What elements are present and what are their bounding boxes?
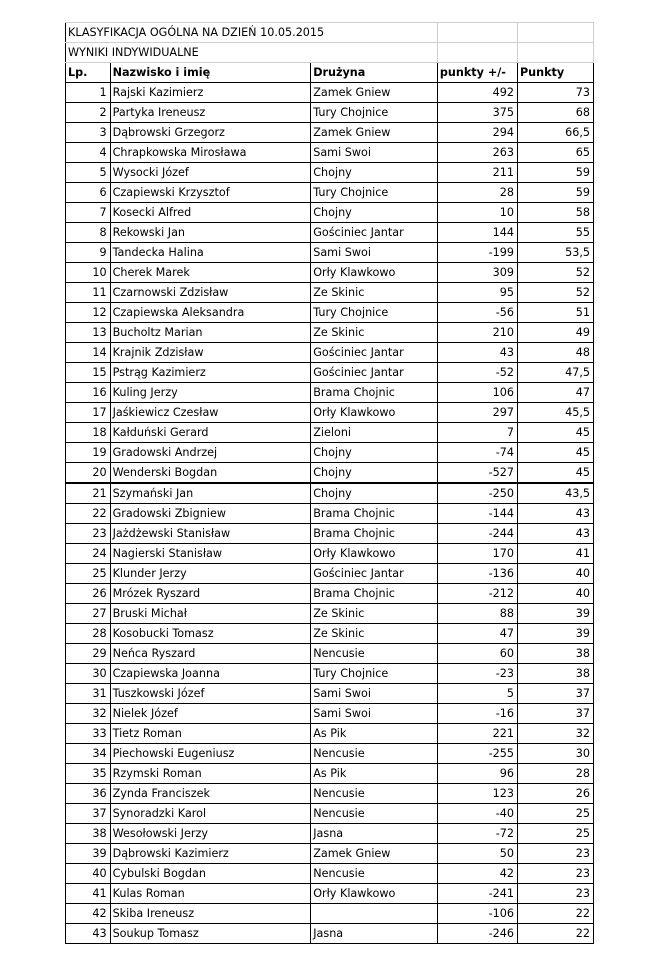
row-team: Jasna <box>311 824 438 844</box>
row-name: Rekowski Jan <box>110 223 311 243</box>
table-row <box>66 443 594 463</box>
row-name: Cherek Marek <box>110 263 311 283</box>
row-name: Rajski Kazimierz <box>110 83 311 103</box>
row-points-diff: -72 <box>437 824 517 844</box>
row-points-diff: -16 <box>437 704 517 724</box>
row-team: Brama Chojnic <box>311 584 438 604</box>
row-points: 25 <box>517 804 593 824</box>
row-lp: 34 <box>66 744 111 764</box>
row-name: Bruski Michał <box>110 604 311 624</box>
row-lp: 5 <box>66 163 111 183</box>
row-points-diff: 42 <box>437 864 517 884</box>
row-name: Wenderski Bogdan <box>110 463 311 484</box>
results-table <box>65 22 594 944</box>
row-name: Kulas Roman <box>110 884 311 904</box>
row-lp: 1 <box>66 83 111 103</box>
table-row <box>66 103 594 123</box>
row-name: Skiba Ireneusz <box>110 904 311 924</box>
row-team: Tury Chojnice <box>311 183 438 203</box>
row-lp: 14 <box>66 343 111 363</box>
row-points-diff: 263 <box>437 143 517 163</box>
row-points-diff: 170 <box>437 544 517 564</box>
row-team: As Pik <box>311 764 438 784</box>
row-points-diff: -144 <box>437 504 517 524</box>
row-team: Orły Klawkowo <box>311 263 438 283</box>
row-name: Piechowski Eugeniusz <box>110 744 311 764</box>
row-name: Partyka Ireneusz <box>110 103 311 123</box>
row-points-diff: 106 <box>437 383 517 403</box>
row-team: Chojny <box>311 463 438 484</box>
row-name: Czapiewski Krzysztof <box>110 183 311 203</box>
row-points-diff: 47 <box>437 624 517 644</box>
row-lp: 42 <box>66 904 111 924</box>
table-row <box>66 584 594 604</box>
row-points-diff: -255 <box>437 744 517 764</box>
table-row <box>66 323 594 343</box>
table-row <box>66 524 594 544</box>
table-row <box>66 183 594 203</box>
row-lp: 29 <box>66 644 111 664</box>
table-row <box>66 664 594 684</box>
table-row <box>66 684 594 704</box>
row-points: 66,5 <box>517 123 593 143</box>
row-points: 26 <box>517 784 593 804</box>
header-lp: Lp. <box>66 63 111 83</box>
row-points: 58 <box>517 203 593 223</box>
row-points-diff: 221 <box>437 724 517 744</box>
row-team: Sami Swoi <box>311 243 438 263</box>
row-points: 59 <box>517 163 593 183</box>
row-team: Ze Skinic <box>311 283 438 303</box>
row-lp: 40 <box>66 864 111 884</box>
row-team: Tury Chojnice <box>311 103 438 123</box>
row-lp: 17 <box>66 403 111 423</box>
row-points: 52 <box>517 283 593 303</box>
row-team: Gościniec Jantar <box>311 343 438 363</box>
table-row <box>66 363 594 383</box>
table-row <box>66 844 594 864</box>
row-lp: 6 <box>66 183 111 203</box>
row-lp: 9 <box>66 243 111 263</box>
row-points-diff: -244 <box>437 524 517 544</box>
row-points-diff: 10 <box>437 203 517 223</box>
row-name: Dąbrowski Kazimierz <box>110 844 311 864</box>
row-name: Synoradzki Karol <box>110 804 311 824</box>
row-points: 73 <box>517 83 593 103</box>
row-name: Mrózek Ryszard <box>110 584 311 604</box>
row-lp: 4 <box>66 143 111 163</box>
row-lp: 18 <box>66 423 111 443</box>
row-team: Nencusie <box>311 804 438 824</box>
row-points-diff: 7 <box>437 423 517 443</box>
row-points-diff: 96 <box>437 764 517 784</box>
row-lp: 38 <box>66 824 111 844</box>
row-name: Jażdżewski Stanisław <box>110 524 311 544</box>
row-team: Zieloni <box>311 423 438 443</box>
row-lp: 30 <box>66 664 111 684</box>
row-name: Rzymski Roman <box>110 764 311 784</box>
table-row <box>66 764 594 784</box>
row-points: 40 <box>517 564 593 584</box>
results-sheet <box>65 22 594 944</box>
row-points-diff: 123 <box>437 784 517 804</box>
header-name: Nazwisko i imię <box>110 63 311 83</box>
table-row <box>66 784 594 804</box>
table-row <box>66 804 594 824</box>
row-team: Tury Chojnice <box>311 664 438 684</box>
row-lp: 15 <box>66 363 111 383</box>
row-name: Gradowski Zbigniew <box>110 504 311 524</box>
row-team: Chojny <box>311 443 438 463</box>
row-lp: 21 <box>66 483 111 504</box>
row-points-diff: -212 <box>437 584 517 604</box>
row-points: 45 <box>517 463 593 484</box>
row-lp: 25 <box>66 564 111 584</box>
table-row <box>66 924 594 944</box>
row-team: Zamek Gniew <box>311 844 438 864</box>
row-name: Soukup Tomasz <box>110 924 311 944</box>
table-row <box>66 243 594 263</box>
row-points-diff: 50 <box>437 844 517 864</box>
row-lp: 32 <box>66 704 111 724</box>
table-row <box>66 383 594 403</box>
row-lp: 43 <box>66 924 111 944</box>
table-row <box>66 564 594 584</box>
row-name: Klunder Jerzy <box>110 564 311 584</box>
row-name: Tietz Roman <box>110 724 311 744</box>
row-points-diff: -23 <box>437 664 517 684</box>
row-name: Kosecki Alfred <box>110 203 311 223</box>
row-points: 43 <box>517 524 593 544</box>
row-name: Czarnowski Zdzisław <box>110 283 311 303</box>
table-row <box>66 904 594 924</box>
row-lp: 10 <box>66 263 111 283</box>
row-points-diff: 492 <box>437 83 517 103</box>
row-lp: 16 <box>66 383 111 403</box>
row-lp: 33 <box>66 724 111 744</box>
row-points: 55 <box>517 223 593 243</box>
row-team: Gościniec Jantar <box>311 564 438 584</box>
row-points-diff: -74 <box>437 443 517 463</box>
row-points: 45 <box>517 423 593 443</box>
table-row <box>66 624 594 644</box>
table-row <box>66 163 594 183</box>
row-team: Nencusie <box>311 784 438 804</box>
row-name: Kuling Jerzy <box>110 383 311 403</box>
row-name: Szymański Jan <box>110 483 311 504</box>
row-points: 43,5 <box>517 483 593 504</box>
row-points-diff: 144 <box>437 223 517 243</box>
row-name: Pstrąg Kazimierz <box>110 363 311 383</box>
row-name: Kałduński Gerard <box>110 423 311 443</box>
row-name: Gradowski Andrzej <box>110 443 311 463</box>
row-lp: 27 <box>66 604 111 624</box>
row-name: Kosobucki Tomasz <box>110 624 311 644</box>
row-team: Gościniec Jantar <box>311 223 438 243</box>
row-team: Sami Swoi <box>311 684 438 704</box>
row-lp: 26 <box>66 584 111 604</box>
row-points-diff: 210 <box>437 323 517 343</box>
header-team: Drużyna <box>311 63 438 83</box>
row-points: 22 <box>517 924 593 944</box>
row-points: 68 <box>517 103 593 123</box>
row-lp: 12 <box>66 303 111 323</box>
row-points-diff: -527 <box>437 463 517 484</box>
table-row <box>66 223 594 243</box>
row-points-diff: 297 <box>437 403 517 423</box>
row-lp: 19 <box>66 443 111 463</box>
row-team: Orły Klawkowo <box>311 544 438 564</box>
table-row <box>66 483 594 504</box>
row-team: Brama Chojnic <box>311 504 438 524</box>
row-points: 30 <box>517 744 593 764</box>
row-points-diff: 309 <box>437 263 517 283</box>
row-lp: 31 <box>66 684 111 704</box>
row-lp: 13 <box>66 323 111 343</box>
row-name: Cybulski Bogdan <box>110 864 311 884</box>
row-lp: 7 <box>66 203 111 223</box>
row-points-diff: -52 <box>437 363 517 383</box>
row-team: Brama Chojnic <box>311 524 438 544</box>
row-lp: 23 <box>66 524 111 544</box>
row-lp: 39 <box>66 844 111 864</box>
row-name: Czapiewska Joanna <box>110 664 311 684</box>
row-points-diff: 294 <box>437 123 517 143</box>
row-points: 52 <box>517 263 593 283</box>
table-row <box>66 604 594 624</box>
row-points-diff: -199 <box>437 243 517 263</box>
row-name: Dąbrowski Grzegorz <box>110 123 311 143</box>
row-lp: 20 <box>66 463 111 484</box>
row-team: Orły Klawkowo <box>311 403 438 423</box>
row-lp: 41 <box>66 884 111 904</box>
table-row <box>66 864 594 884</box>
row-points: 40 <box>517 584 593 604</box>
row-name: Bucholtz Marian <box>110 323 311 343</box>
row-name: Nielek Józef <box>110 704 311 724</box>
row-points-diff: -40 <box>437 804 517 824</box>
row-points-diff: -106 <box>437 904 517 924</box>
row-points: 43 <box>517 504 593 524</box>
row-lp: 24 <box>66 544 111 564</box>
row-name: Jaśkiewicz Czesław <box>110 403 311 423</box>
row-team: Nencusie <box>311 744 438 764</box>
row-points: 49 <box>517 323 593 343</box>
row-points: 23 <box>517 884 593 904</box>
row-lp: 22 <box>66 504 111 524</box>
row-points-diff: 60 <box>437 644 517 664</box>
row-lp: 2 <box>66 103 111 123</box>
row-points-diff: -136 <box>437 564 517 584</box>
row-lp: 37 <box>66 804 111 824</box>
table-row <box>66 303 594 323</box>
header-row <box>66 63 594 83</box>
row-points-diff: 28 <box>437 183 517 203</box>
row-points-diff: 211 <box>437 163 517 183</box>
table-row <box>66 544 594 564</box>
row-points: 23 <box>517 864 593 884</box>
row-lp: 36 <box>66 784 111 804</box>
row-points: 53,5 <box>517 243 593 263</box>
row-points: 65 <box>517 143 593 163</box>
row-name: Wesołowski Jerzy <box>110 824 311 844</box>
row-team: Chojny <box>311 483 438 504</box>
row-team: Ze Skinic <box>311 604 438 624</box>
row-team: Ze Skinic <box>311 323 438 343</box>
row-name: Czapiewska Aleksandra <box>110 303 311 323</box>
row-team: Nencusie <box>311 864 438 884</box>
row-points: 28 <box>517 764 593 784</box>
row-points: 45 <box>517 443 593 463</box>
subtitle-line: WYNIKI INDYWIDUALNE <box>66 43 438 63</box>
row-lp: 3 <box>66 123 111 143</box>
row-name: Krajnik Zdzisław <box>110 343 311 363</box>
row-team: Tury Chojnice <box>311 303 438 323</box>
row-points: 47,5 <box>517 363 593 383</box>
row-team: Gościniec Jantar <box>311 363 438 383</box>
row-lp: 35 <box>66 764 111 784</box>
row-team: Nencusie <box>311 644 438 664</box>
table-row <box>66 704 594 724</box>
table-row <box>66 504 594 524</box>
row-team <box>311 904 438 924</box>
table-row <box>66 403 594 423</box>
row-points: 32 <box>517 724 593 744</box>
table-row <box>66 123 594 143</box>
row-name: Zynda Franciszek <box>110 784 311 804</box>
row-points: 47 <box>517 383 593 403</box>
row-points: 37 <box>517 704 593 724</box>
row-points-diff: 5 <box>437 684 517 704</box>
row-points: 41 <box>517 544 593 564</box>
row-points-diff: 88 <box>437 604 517 624</box>
table-row <box>66 263 594 283</box>
row-team: As Pik <box>311 724 438 744</box>
header-points: Punkty <box>517 63 593 83</box>
table-row <box>66 423 594 443</box>
table-row <box>66 644 594 664</box>
row-points: 48 <box>517 343 593 363</box>
row-team: Chojny <box>311 203 438 223</box>
row-name: Wysocki Józef <box>110 163 311 183</box>
row-team: Jasna <box>311 924 438 944</box>
row-lp: 8 <box>66 223 111 243</box>
header-points-diff: punkty +/- <box>437 63 517 83</box>
row-points-diff: -246 <box>437 924 517 944</box>
row-team: Sami Swoi <box>311 704 438 724</box>
title-line: KLASYFIKACJA OGÓLNA NA DZIEŃ 10.05.2015 <box>66 23 438 43</box>
table-row <box>66 463 594 484</box>
row-team: Sami Swoi <box>311 143 438 163</box>
table-row <box>66 884 594 904</box>
row-points: 39 <box>517 604 593 624</box>
row-team: Orły Klawkowo <box>311 884 438 904</box>
row-points: 37 <box>517 684 593 704</box>
row-points-diff: -56 <box>437 303 517 323</box>
row-points-diff: 375 <box>437 103 517 123</box>
row-name: Tandecka Halina <box>110 243 311 263</box>
table-row <box>66 203 594 223</box>
row-points: 51 <box>517 303 593 323</box>
row-team: Ze Skinic <box>311 624 438 644</box>
row-points: 59 <box>517 183 593 203</box>
row-points-diff: -241 <box>437 884 517 904</box>
row-lp: 28 <box>66 624 111 644</box>
row-points: 38 <box>517 644 593 664</box>
table-row <box>66 824 594 844</box>
row-lp: 11 <box>66 283 111 303</box>
table-row <box>66 343 594 363</box>
row-points-diff: -250 <box>437 483 517 504</box>
row-team: Chojny <box>311 163 438 183</box>
table-row <box>66 83 594 103</box>
row-team: Zamek Gniew <box>311 83 438 103</box>
row-team: Brama Chojnic <box>311 383 438 403</box>
row-points-diff: 43 <box>437 343 517 363</box>
row-team: Zamek Gniew <box>311 123 438 143</box>
table-row <box>66 724 594 744</box>
row-points: 22 <box>517 904 593 924</box>
table-row <box>66 283 594 303</box>
table-row <box>66 744 594 764</box>
row-name: Chrapkowska Mirosława <box>110 143 311 163</box>
row-name: Tuszkowski Józef <box>110 684 311 704</box>
row-points-diff: 95 <box>437 283 517 303</box>
row-points: 23 <box>517 844 593 864</box>
row-name: Neńca Ryszard <box>110 644 311 664</box>
row-points: 39 <box>517 624 593 644</box>
row-points: 25 <box>517 824 593 844</box>
row-points: 45,5 <box>517 403 593 423</box>
table-row <box>66 143 594 163</box>
row-name: Nagierski Stanisław <box>110 544 311 564</box>
row-points: 38 <box>517 664 593 684</box>
